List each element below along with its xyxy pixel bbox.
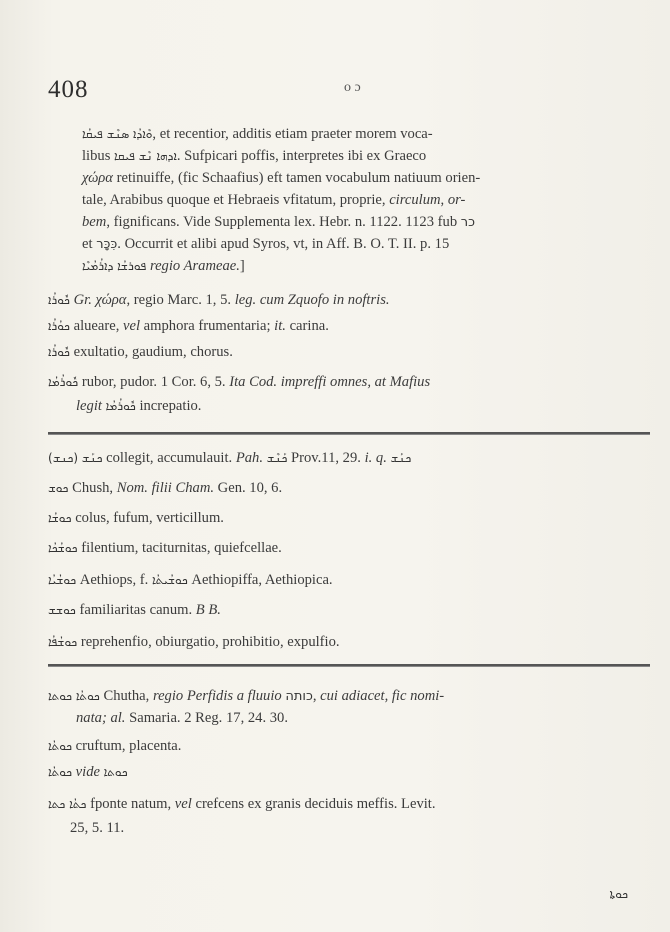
entry-text: filentium, taciturnitas, quiefcellae. — [77, 540, 282, 556]
entry-text: Gen. 10, 6. — [214, 480, 283, 496]
entry-text: , regio Marc. 1, 5. — [126, 292, 235, 308]
entry-text: tale, Arabibus quoque et Hebraeis vfitatum, proprie, — [82, 192, 390, 208]
syriac-word: ܟܬܳܐ ܟܬܐ — [48, 797, 87, 811]
entry-text: , et recentior, additis etiam praeter morem voca- — [152, 126, 433, 142]
entry-line — [48, 508, 608, 530]
italic-text: nata; al. — [76, 710, 126, 726]
entry-line — [48, 316, 608, 338]
entry-text: cruftum, placenta. — [72, 738, 182, 754]
section-rule — [48, 432, 650, 435]
syriac-word: ܟܘܬܳܐ — [48, 765, 73, 779]
entry-line — [48, 686, 608, 708]
entry-text: increpatio. — [135, 398, 202, 414]
entry-text: alueare, — [69, 318, 124, 334]
syriac-word: ܟܘܫܫ — [48, 603, 76, 617]
syriac-word: ܟܘܫ — [48, 481, 69, 495]
syriac-word: ܟܽܘܪܳܡܳܐ — [48, 375, 79, 389]
entry-text: Prov.11, 29. — [287, 450, 365, 466]
entry-line — [48, 538, 608, 560]
entry-text: 25, 5. 11. — [70, 820, 125, 836]
italic-text: leg. cum Zquofo in noftris. — [234, 292, 390, 308]
italic-text: or- — [447, 192, 466, 208]
entry-text: rubor, pudor. 1 Cor. 6, 5. — [78, 374, 230, 390]
italic-text: vel — [123, 318, 141, 334]
entry-text: , — [312, 688, 321, 704]
entry-line — [82, 146, 642, 168]
syriac-word: ܟܘܫܳܟܳܐ — [48, 541, 78, 555]
entry-line — [82, 256, 642, 278]
greek-word: χώρα — [95, 292, 127, 308]
entry-text: . Sufpicari poffis, interpretes ibi ex Graeco — [176, 148, 427, 164]
hebrew-word: כִּכָּר — [96, 237, 118, 252]
syriac-word: ܟܘܳܪܳܐ — [48, 319, 70, 333]
italic-text: cui adiacet, fic nomi- — [320, 688, 445, 704]
syriac-word: ܟܘܫܳܝܳܐ — [48, 573, 77, 587]
entry-line — [48, 794, 608, 816]
syriac-word: ܦܘܪܫܳܐ ܕܐܪܳܡܳܝܶܐ — [82, 259, 147, 273]
entry-line — [48, 632, 608, 654]
hebrew-word: כותה — [285, 689, 313, 704]
entry-text: collegit, accumulauit. — [102, 450, 236, 466]
entry-line — [48, 478, 608, 500]
entry-line — [82, 212, 642, 234]
italic-text: Ita Cod. impreffi omnes, at Mafius — [229, 374, 431, 390]
syriac-word: ܟܽܘܪܳܐ — [48, 345, 70, 359]
entry-text: crefcens ex granis deciduis meffis. Levit. — [191, 796, 436, 812]
italic-text: B B. — [195, 602, 221, 618]
entry-text: , — [440, 192, 448, 208]
entry-text: Samaria. 2 Reg. 17, 24. 30. — [125, 710, 289, 726]
entry-text: Aethiopiffa, Aethiopica. — [187, 572, 333, 588]
entry-text: retinuiffe, (fic Schaafius) eft tamen vocabulum natiuum orien- — [112, 170, 481, 186]
entry-text: exultatio, gaudium, chorus. — [69, 344, 233, 360]
entry-text: , fignificans. Vide Supplementa lex. Hebr. n. 1122. 1123 fub — [106, 214, 461, 230]
entry-line — [48, 372, 608, 394]
italic-text: regio Perfidis a fluuio — [152, 688, 282, 704]
italic-text: circulum — [389, 192, 441, 208]
entry-text: Chush, — [68, 480, 117, 496]
italic-text: bem — [82, 214, 107, 230]
entry-text: familiaritas canum. — [75, 602, 196, 618]
entry-text: libus — [82, 148, 111, 164]
syriac-word: ܐܕܗܐ ܢܶܫ ܦܝܩܐ — [114, 149, 177, 163]
italic-text: i. q. — [364, 450, 387, 466]
syriac-word: ܟܘܬܳܐ ܟܘܬܐ — [48, 689, 100, 703]
entry-line — [82, 124, 642, 146]
italic-text: it. — [274, 318, 286, 334]
hebrew-word: כר — [460, 215, 475, 230]
italic-text: vide — [72, 764, 100, 780]
running-head: ο ɔ — [344, 80, 361, 95]
italic-text: regio Arameae. — [149, 258, 240, 274]
entry-line — [70, 818, 630, 840]
italic-text: Pah. — [235, 450, 263, 466]
syriac-word: ܟܘܫܳܝܬܳܐ — [151, 573, 188, 587]
entry-line — [48, 290, 608, 312]
entry-line — [48, 600, 608, 622]
entry-line — [48, 570, 608, 592]
entry-text: Aethiops, f. — [76, 572, 152, 588]
entry-line — [76, 708, 636, 730]
syriac-word: ܟܰܢܶܫ — [266, 451, 288, 465]
italic-text: vel — [174, 796, 192, 812]
entry-line — [48, 448, 608, 470]
italic-text: Gr. — [73, 292, 92, 308]
entry-line — [82, 168, 642, 190]
page-header — [48, 76, 648, 112]
italic-text: Nom. filii Cham. — [116, 480, 215, 496]
entry-text: amphora frumentaria; — [140, 318, 275, 334]
syriac-word: ܟܘܫܳܐ — [48, 511, 72, 525]
entry-text: . Occurrit et alibi apud Syros, vt, in Aff. B. O. T. II. p. 15 — [117, 236, 450, 252]
entry-line — [76, 396, 636, 418]
section-rule — [48, 664, 650, 667]
greek-word: χώρα — [82, 170, 113, 186]
entry-text: fponte natum, — [86, 796, 175, 812]
syriac-word: ܟܘܬܐ — [103, 765, 128, 779]
catchword: ܟܘܬܐ — [609, 887, 628, 901]
syriac-word: ܟܢܰܫ — [390, 451, 412, 465]
entry-line — [48, 342, 608, 364]
syriac-word: ܟܽܘܪܳܐ — [48, 293, 70, 307]
syriac-word: ܟܘܫܳܦܳܐ — [48, 635, 78, 649]
entry-line — [48, 762, 608, 784]
syriac-word: ܟܢܰܫ — [81, 451, 103, 465]
entry-line — [48, 736, 608, 758]
entry-text: et — [82, 236, 97, 252]
entry-text: ] — [239, 258, 245, 274]
syriac-root: (ܟܢܫ) — [48, 451, 79, 465]
syriac-word: ܟܽܘܪܳܡܳܐ — [105, 399, 136, 413]
page-number: 408 — [48, 76, 89, 103]
entry-text: colus, fufum, verticillum. — [71, 510, 224, 526]
entry-text: reprehenfio, obiurgatio, prohibitio, expulfio. — [77, 634, 340, 650]
entry-text: carina. — [285, 318, 329, 334]
entry-line — [82, 190, 642, 212]
syriac-word: ܟܘܬܳܐ — [48, 739, 73, 753]
italic-text: legit — [76, 398, 102, 414]
entry-text: Chutha, — [99, 688, 153, 704]
syriac-word: ܘܶܐܕܳܐ ܣܢܶܫ ܦܝܩܳܐ — [82, 127, 153, 141]
entry-line — [82, 234, 642, 256]
